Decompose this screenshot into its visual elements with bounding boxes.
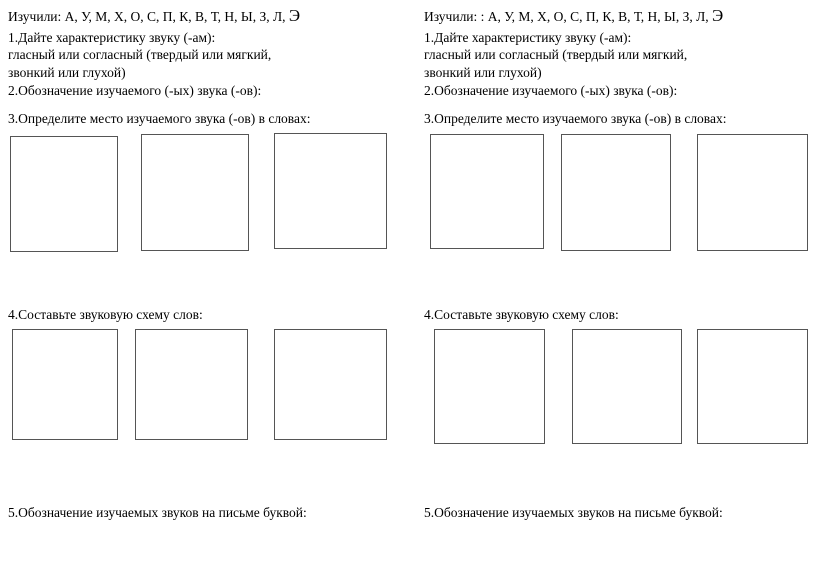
studied-letters — [424, 8, 723, 25]
scheme-box-4-3[interactable] — [274, 329, 387, 440]
task-5-title: 5.Обозначение изучаемых звуков на письме буквой: — [424, 505, 723, 520]
task-4-title: 4.Составьте звуковую схему слов: — [8, 307, 203, 322]
scheme-box-4-3[interactable] — [697, 329, 808, 444]
task-1-line-2: гласный или согласный (твердый или мягкий, — [424, 47, 688, 62]
task-3-title: 3.Определите место изучаемого звука (-ов) в словах: — [8, 111, 311, 126]
scheme-box-4-1[interactable] — [434, 329, 545, 444]
word-box-3-2[interactable] — [561, 134, 671, 251]
task-5-title: 5.Обозначение изучаемых звуков на письме буквой: — [8, 505, 307, 520]
word-box-3-1[interactable] — [10, 136, 118, 252]
word-box-3-3[interactable] — [697, 134, 808, 251]
task-1-line-2: гласный или согласный (твердый или мягкий, — [8, 47, 272, 62]
studied-letters-last: Э — [288, 6, 301, 25]
studied-letters-text: Изучили: : А, У, М, Х, О, С, П, К, В, Т, Н, Ы, З, Л, — [424, 9, 712, 24]
task-2-title: 2.Обозначение изучаемого (-ых) звука (-ов): — [8, 83, 262, 98]
task-3-title: 3.Определите место изучаемого звука (-ов) в словах: — [424, 111, 727, 126]
worksheet-left — [0, 0, 400, 569]
task-4-title: 4.Составьте звуковую схему слов: — [424, 307, 619, 322]
scheme-box-4-1[interactable] — [12, 329, 118, 440]
scheme-box-4-2[interactable] — [135, 329, 248, 440]
task-2-title: 2.Обозначение изучаемого (-ых) звука (-ов): — [424, 83, 678, 98]
task-1-line-3: звонкий или глухой) — [424, 65, 542, 80]
studied-letters-text: Изучили: А, У, М, Х, О, С, П, К, В, Т, Н, Ы, З, Л, — [8, 9, 289, 24]
task-1-line-3: звонкий или глухой) — [8, 65, 126, 80]
studied-letters-last: Э — [711, 6, 724, 25]
task-1-title: 1.Дайте характеристику звуку (-ам): — [424, 30, 632, 45]
scheme-box-4-2[interactable] — [572, 329, 682, 444]
word-box-3-1[interactable] — [430, 134, 544, 249]
word-box-3-3[interactable] — [274, 133, 387, 249]
task-1-title: 1.Дайте характеристику звуку (-ам): — [8, 30, 216, 45]
word-box-3-2[interactable] — [141, 134, 249, 251]
studied-letters — [8, 8, 300, 25]
worksheet-right — [418, 0, 816, 569]
